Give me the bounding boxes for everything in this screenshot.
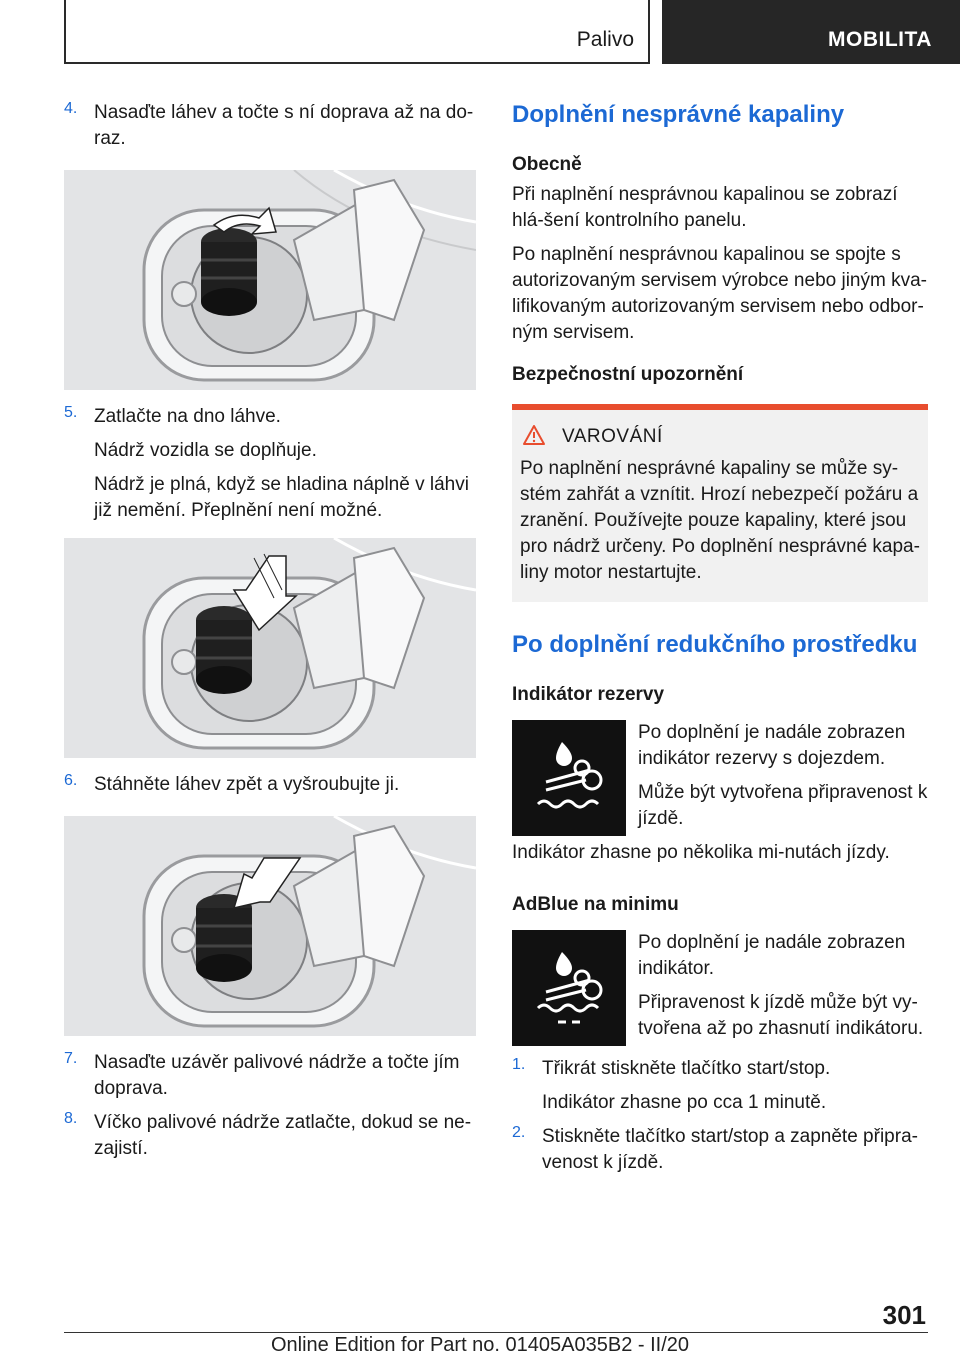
header-chapter-title: MOBILITA: [828, 28, 932, 51]
step-number: 7.: [64, 1050, 78, 1067]
fuel-filler-rotate-illustration: [64, 170, 476, 390]
paragraph: Při naplnění nesprávnou kapalinou se zobrazí hlá-šení kontrolního panelu.: [512, 184, 898, 231]
step-6: [64, 772, 476, 798]
step-4: [64, 100, 476, 152]
step-number: 5.: [64, 404, 78, 421]
page-number: 301: [882, 1300, 926, 1330]
section-title-wrong-fluid: Doplnění nesprávné kapaliny: [512, 101, 845, 128]
warning-triangle-icon: [522, 424, 546, 454]
step-8: [64, 1110, 476, 1162]
step-number: 6.: [64, 772, 78, 789]
paragraph: Po doplnění je nadále zobrazen indikátor.: [638, 932, 906, 979]
step-7: [64, 1050, 476, 1102]
header-section-title: Palivo: [576, 28, 634, 51]
paragraph: Po doplnění je nadále zobrazen indikátor rezervy s dojezdem.: [638, 722, 906, 769]
header-section-box: [64, 0, 650, 64]
page-header: [0, 0, 960, 66]
step-number: 1.: [512, 1056, 526, 1073]
left-column: [64, 100, 476, 1170]
warning-box: [512, 410, 928, 602]
subheading-minimum: AdBlue na minimu: [512, 894, 679, 915]
section-title-after-refill: Po doplnění redukčního prostředku: [512, 631, 918, 658]
step-5: [64, 404, 476, 524]
warning-title-text: VAROVÁNÍ: [562, 426, 663, 447]
step-number: 4.: [64, 100, 78, 117]
step-text: Třikrát stiskněte tlačítko start/stop.: [542, 1058, 831, 1079]
step-text: Nasaďte uzávěr palivové nádrže a točte jím doprava.: [94, 1052, 460, 1099]
paragraph: Indikátor zhasne po několika mi-nutách jízdy.: [512, 842, 890, 863]
step-note: Nádrž je plná, když se hladina náplně v láhvi již nemění. Přeplnění není možné.: [94, 474, 469, 521]
paragraph: Po naplnění nesprávnou kapalinou se spojte s autorizovaným servisem výrobce nebo jiným kva-lifikovaným autorizovaným servisem nebo odbor-ným servisem.: [512, 244, 927, 343]
footer-edition: Online Edition for Part no. 01405A035B2 - II/20: [270, 1334, 690, 1356]
paragraph: Může být vytvořena připravenost k jízdě.: [638, 782, 928, 829]
step-text: Stáhněte láhev zpět a vyšroubujte ji.: [94, 774, 400, 795]
adblue-minimum-icon: [512, 930, 626, 1046]
step-text: Stiskněte tlačítko start/stop a zapněte připra-venost k jízdě.: [542, 1126, 918, 1173]
subheading-reserve: Indikátor rezervy: [512, 684, 665, 705]
subheading-safety: Bezpečnostní upozornění: [512, 364, 744, 385]
paragraph: Připravenost k jízdě může být vy-tvořena až po zhasnutí indikátoru.: [638, 992, 924, 1039]
step-number: 2.: [512, 1124, 526, 1141]
step-2: [512, 1124, 928, 1176]
right-column: [512, 100, 928, 1184]
step-text: Zatlačte na dno láhve.: [94, 406, 281, 427]
warning-text: Po naplnění nesprávné kapaliny se může sy-stém zahřát a vznítit. Hrozí nebezpečí požáru a zranění. Používejte pouze kapaliny, které jsou pro nádrž určeny. Po doplnění nesprávné kapa-liny motor nestartujte.: [520, 458, 920, 583]
footer-divider: [64, 1332, 928, 1333]
adblue-reserve-icon: [512, 720, 626, 836]
warning-title: [562, 424, 920, 450]
header-chapter-tab: [662, 0, 960, 64]
step-text: Víčko palivové nádrže zatlačte, dokud se ne-zajistí.: [94, 1112, 472, 1159]
reserve-indicator-block: [512, 720, 928, 866]
step-note: Indikátor zhasne po cca 1 minutě.: [542, 1092, 827, 1113]
subheading-general: Obecně: [512, 154, 582, 175]
step-note: Nádrž vozidla se doplňuje.: [94, 440, 317, 461]
minimum-indicator-block: [512, 930, 928, 1046]
fuel-filler-pull-illustration: [64, 816, 476, 1036]
step-1: [512, 1056, 928, 1116]
step-text: Nasaďte láhev a točte s ní doprava až na do-raz.: [94, 102, 474, 149]
step-number: 8.: [64, 1110, 78, 1127]
fuel-filler-push-illustration: [64, 538, 476, 758]
